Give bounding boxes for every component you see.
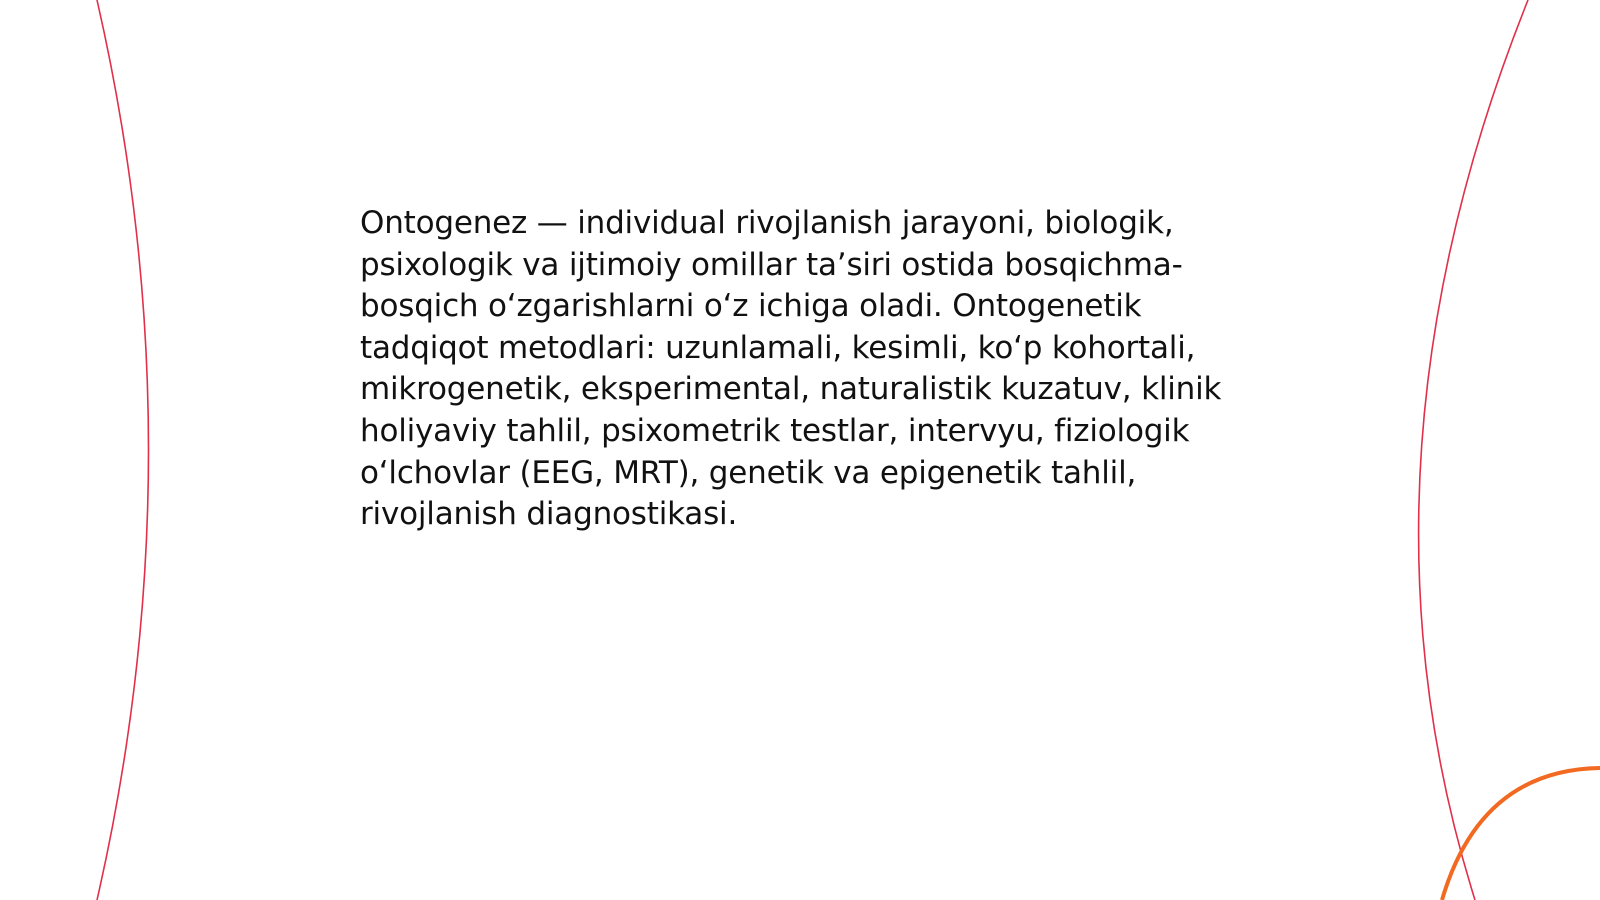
left-curve (97, 0, 149, 900)
slide-paragraph: Ontogenez — individual rivojlanish jarayoni, biologik, psixologik va ijtimoiy omillar taʼsiri ostida bosqichma-bosqich oʻzgarishlarni oʻz ichiga oladi. Ontogenetik tadqiqot metodlari: uzunlamali, kesimli, koʻp kohortali, mikrogenetik, eksperimental, naturalistik kuzatuv, klinik holiyaviy tahlil, psixometrik testlar, intervyu, fiziologik oʻlchovlar (EEG, MRT), genetik va epigenetik tahlil, rivojlanish diagnostikasi. (360, 205, 1222, 533)
right-curve (1419, 0, 1528, 900)
orange-accent-arc (1442, 768, 1600, 900)
